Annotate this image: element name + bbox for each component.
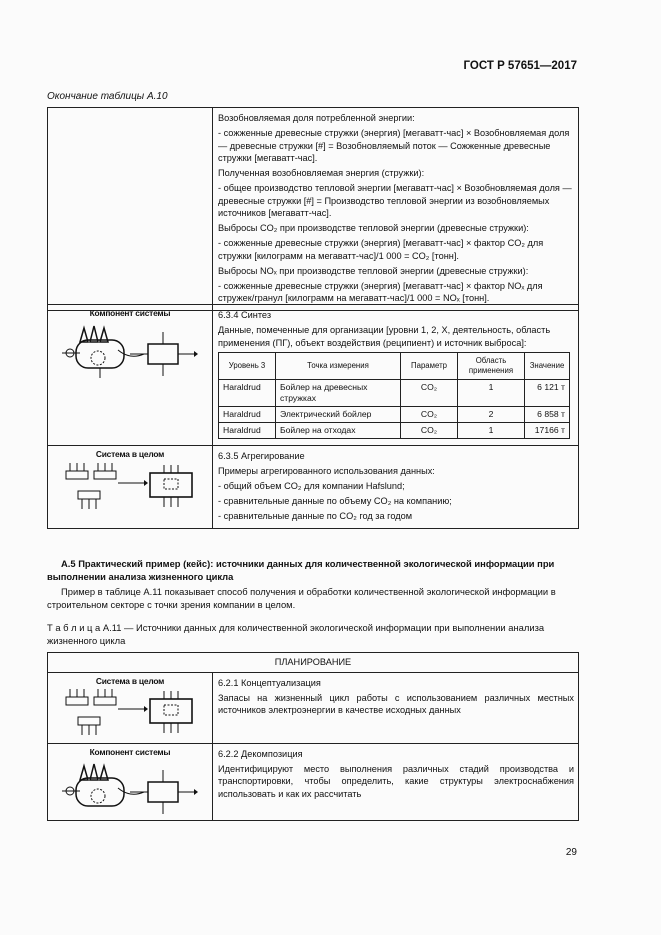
cell: Haraldrud: [219, 423, 276, 439]
table-row: [219, 407, 570, 423]
section-heading: 6.2.2 Декомпозиция: [218, 748, 303, 759]
synthesis-table: [218, 352, 570, 439]
component-label: Компонент системы: [89, 746, 171, 757]
cell: Бойлер на древесных стружках: [276, 380, 401, 407]
system-label: Система в целом: [95, 449, 165, 459]
section-paragraph: Пример в таблице А.11 показывает способ получения и обработки количественной экологической информации в строительном секторе с точки зрения компании в целом.: [47, 586, 556, 610]
list-item: - сравнительные данные по объему CO₂ на компанию;: [218, 496, 452, 506]
aggregation-cell: [213, 446, 579, 529]
component-diagram-icon: [60, 320, 200, 380]
cell: 2: [458, 407, 525, 423]
table-a10-top: [47, 107, 579, 311]
conceptualization-cell: [213, 672, 579, 743]
text-line: Выбросы NOₓ при производстве тепловой энергии (древесные стружки):: [218, 265, 529, 276]
cell: CO₂: [401, 380, 458, 407]
table-a11: [47, 652, 579, 821]
component-label: Компонент системы: [89, 308, 171, 318]
system-diagram-icon: [60, 461, 200, 513]
cell: 1: [458, 423, 525, 439]
list-item: - сравнительные данные по CO₂ год за годом: [218, 511, 413, 521]
doc-header: ГОСТ Р 57651—2017: [463, 60, 577, 72]
section-heading: 6.3.5 Агрегирование: [218, 451, 305, 461]
page-number: 29: [565, 847, 577, 858]
component-diagram-cell: [48, 305, 213, 446]
system-diagram-icon: [60, 687, 200, 739]
text-line: - общее производство тепловой энергии [мегаватт-час] × Возобновляемая доля — древесные стружки [#] = Производство тепловой энергии из возобновляемых источников [мегаватт-час].: [218, 183, 572, 218]
text-line: Выбросы CO₂ при производстве тепловой энергии (древесные стружки):: [218, 223, 529, 233]
component-diagram-cell: [48, 743, 213, 820]
cell: Электрический бойлер: [276, 407, 401, 423]
section-text: Данные, помеченные для организации [уровни 1, 2, X, деятельность, область применения (ПГ), объект воздействия (реципиент) и источник выброса]:: [218, 325, 551, 348]
text-line: - сожженные древесные стружки (энергия) [мегаватт-час] × фактор CO₂ для стружки [килограмм на мегаватт-час]/1 000 = CO₂ [тонн].: [218, 238, 544, 261]
text-line: - сожженные древесные стружки (энергия) [мегаватт-час] × Возобновляемая доля — древесные стружки [#] = Возобновляемый поток — Сожженные древесные стружки [мегаватт-час].: [218, 128, 570, 163]
system-diagram-cell: [48, 672, 213, 743]
col-header: Область применения: [458, 353, 525, 380]
table-row: [219, 380, 570, 407]
formula-cell: [213, 108, 579, 311]
section-text: Запасы на жизненный цикл работы с использованием различных местных источников электроэнергии в качестве исходных данных: [218, 692, 574, 715]
system-label: Система в целом: [95, 675, 165, 686]
decomposition-cell: [213, 743, 579, 820]
table-caption: Т а б л и ц а А.11 — Источники данных для количественной экологической информации при выполнении анализа жизненного цикла: [47, 622, 545, 646]
section-heading: 6.3.4 Синтез: [218, 310, 272, 320]
cell: 6 858 т: [525, 407, 570, 423]
cell: CO₂: [401, 423, 458, 439]
section-title: А.5 Практический пример (кейс): источники данных для количественной экологической информации при выполнении анализа жизненного цикла: [47, 558, 555, 582]
cell: 1: [458, 380, 525, 407]
synthesis-cell: [213, 305, 579, 446]
text-line: Возобновляемая доля потребленной энергии:: [218, 113, 415, 123]
text-line: - сожженные древесные стружки (энергия) [мегаватт-час] × фактор NOₓ для стружек/гранул [килограмм на мегаватт-час]/1 000 = NOₓ [тонн].: [218, 280, 543, 303]
cell: CO₂: [401, 407, 458, 423]
cell: 6 121 т: [525, 380, 570, 407]
cell: Haraldrud: [219, 380, 276, 407]
component-diagram-icon: [60, 758, 200, 816]
table-continuation: Окончание таблицы А.10: [47, 91, 168, 102]
system-diagram-cell: [48, 446, 213, 529]
cell: Бойлер на отходах: [276, 423, 401, 439]
section-text: Примеры агрегированного использования данных:: [218, 466, 435, 476]
section-heading: 6.2.1 Концептуализация: [218, 677, 321, 688]
col-header: Уровень 3: [219, 353, 276, 380]
table-a10-bottom: [47, 304, 579, 529]
col-header: Точка измерения: [276, 353, 401, 380]
table-row: [219, 423, 570, 439]
text-line: Полученная возобновляемая энергия (стружки):: [218, 168, 425, 178]
col-header: Параметр: [401, 353, 458, 380]
cell: Haraldrud: [219, 407, 276, 423]
section-text: Идентифицируют место выполнения различных стадий производства и транспортировки, чтобы определить, какие структуры электроснабжения использовать и как их рассчитать: [218, 763, 574, 799]
cell: 17166 т: [525, 423, 570, 439]
empty-cell: [48, 108, 213, 311]
list-item: - общий объем CO₂ для компании Hafslund;: [218, 481, 405, 491]
planning-header: ПЛАНИРОВАНИЕ: [48, 653, 579, 673]
col-header: Значение: [525, 353, 570, 380]
